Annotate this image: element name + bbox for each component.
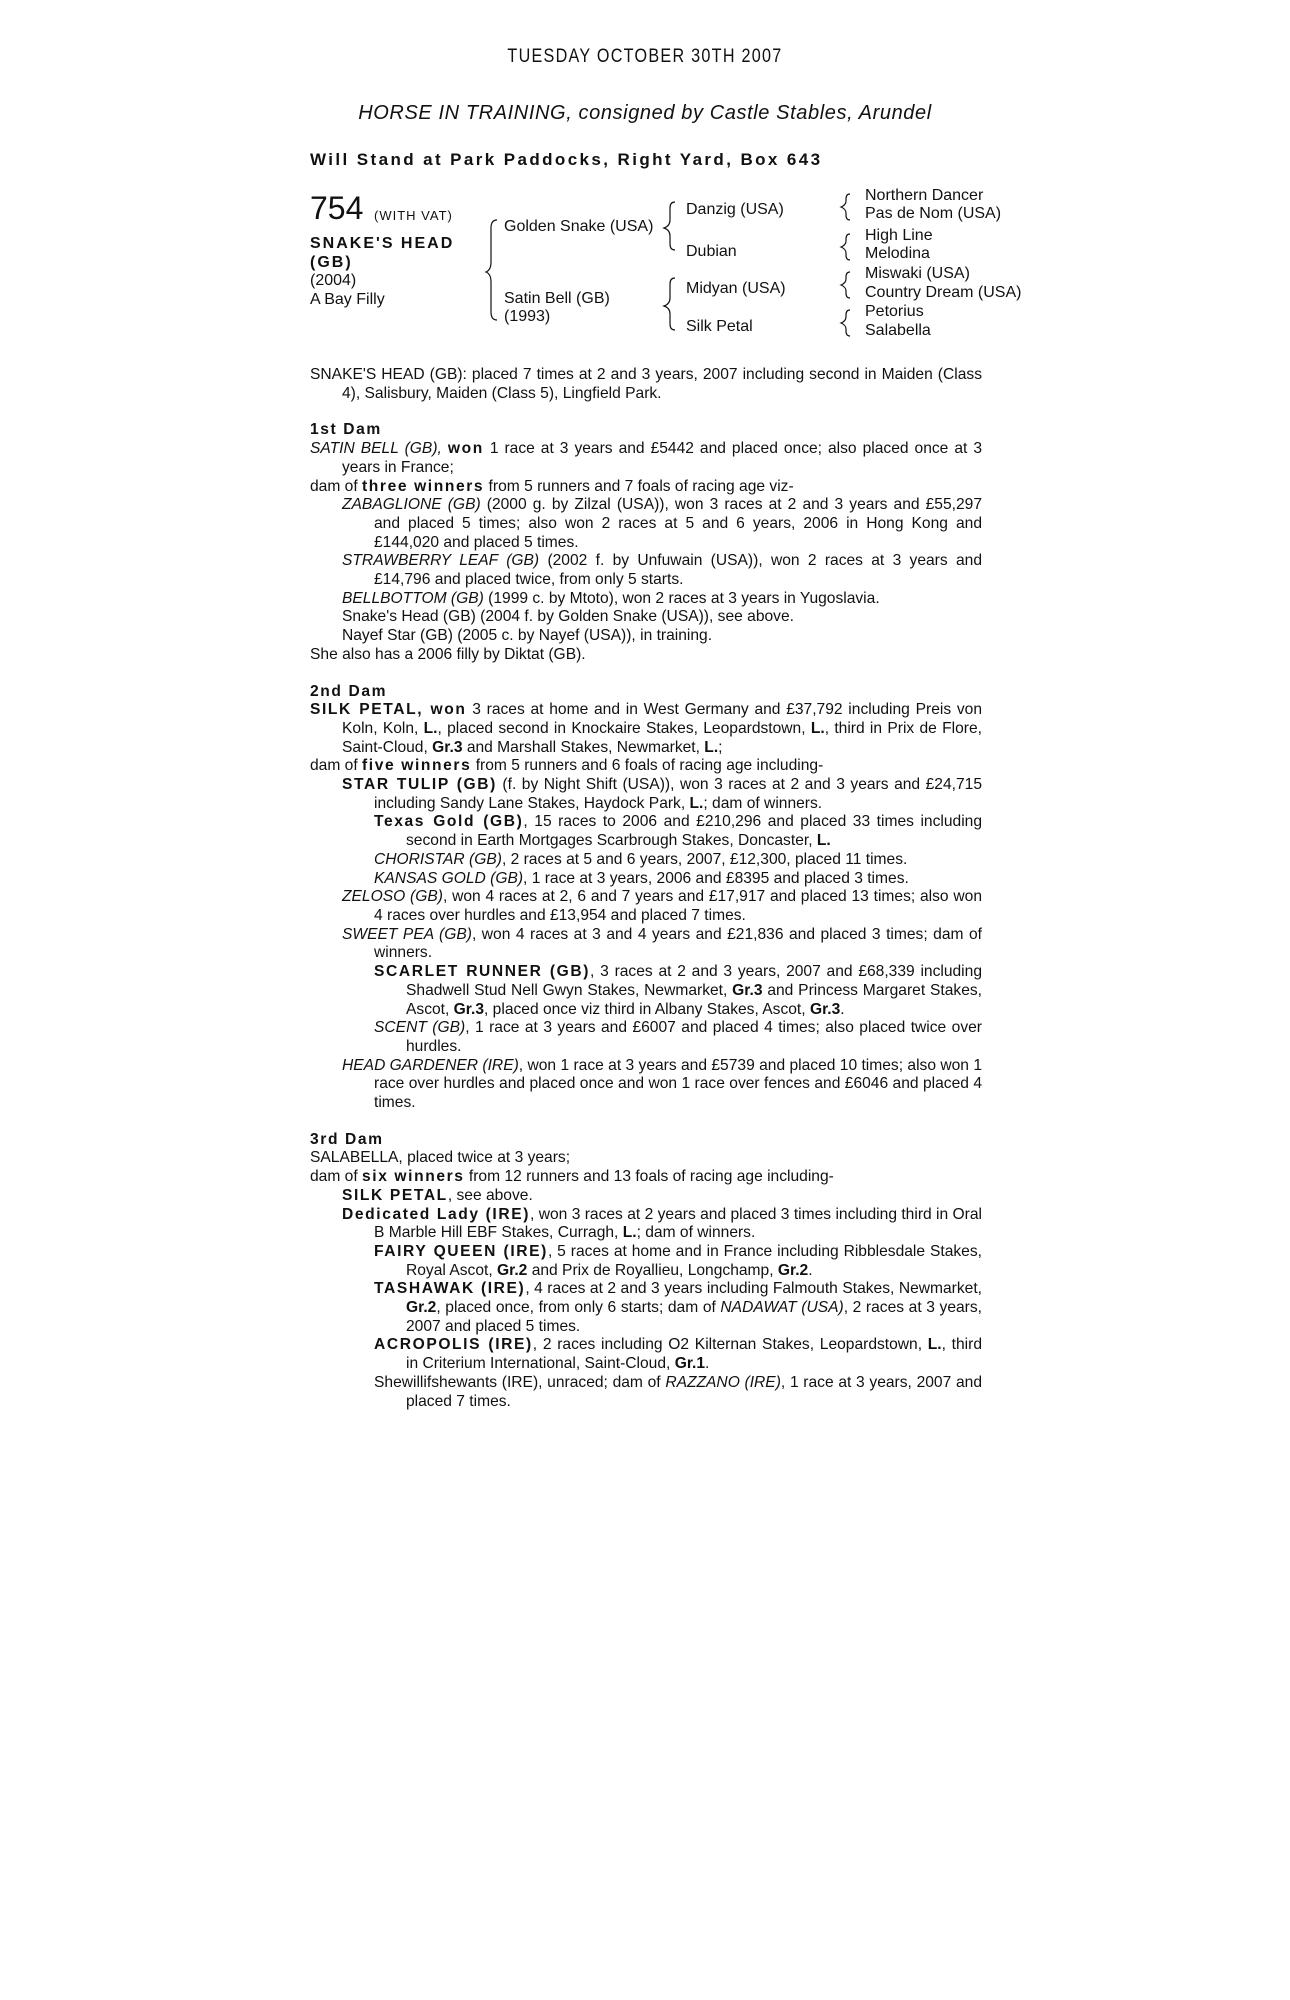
dam-sire-name: Midyan (USA): [686, 280, 786, 297]
consignment-line: HORSE IN TRAINING, consigned by Castle Stables, Arundel: [358, 102, 932, 124]
produce-entry: BELLBOTTOM (GB) (1999 c. by Mtoto), won 2 races at 3 years in Yugoslavia.: [342, 589, 880, 607]
third-dam-record: SALABELLA, placed twice at 3 years;: [310, 1149, 571, 1167]
dam-name: Satin Bell (GB) (1993): [504, 290, 610, 325]
first-dam-name: SATIN BELL (GB),: [310, 440, 442, 458]
pedigree-notes: [310, 366, 982, 1411]
produce-entry: ZABAGLIONE (GB) (2000 g. by Zilzal (USA)), won 3 races at 2 and 3 years and £55,297 and placed 5 times; also won 2 races at 5 and 6 years, 2006 in Hong Kong and £144,020 and placed 5 times.: [342, 496, 982, 551]
produce-entry: Shewillifshewants (IRE), unraced; dam of RAZZANO (IRE), 1 race at 3 years, 2007 and placed 7 times.: [374, 1373, 982, 1410]
produce-entry: SCENT (GB), 1 race at 3 years and £6007 and placed 4 times; also placed twice over hurdles.: [374, 1019, 982, 1055]
sire-name: Golden Snake (USA): [504, 218, 654, 235]
race-record: SNAKE'S HEAD (GB): placed 7 times at 2 and 3 years, 2007 including second in Maiden (Class 4), Salisbury, Maiden (Class 5), Lingfield Park.: [310, 366, 982, 402]
third-dam-produce-summary: dam of six winners from 12 runners and 13 foals of racing age including-: [310, 1168, 834, 1186]
sale-date: TUESDAY OCTOBER 30TH 2007: [507, 46, 783, 67]
second-dam-name: SILK PETAL,: [310, 701, 424, 719]
second-dam-record: SILK PETAL, won 3 races at home and in West Germany and £37,792 including Preis von Koln, Koln, L., placed second in Knockaire Stakes, Leopardstown, L., third in Prix de Flore, Saint-Cloud, Gr.3 and Marshall Stakes, Newmarket, L.;: [310, 701, 983, 756]
produce-entry: Dedicated Lady (IRE), won 3 races at 2 years and placed 3 times including third in Oral B Marble Hill EBF Stakes, Curragh, L.; dam of winners.: [342, 1205, 983, 1242]
produce-entry: TASHAWAK (IRE), 4 races at 2 and 3 years including Falmouth Stakes, Newmarket, Gr.2, placed once, from only 6 starts; dam of NADAWAT (USA), 2 races at 3 years, 2007 and placed 5 times.: [374, 1280, 982, 1335]
produce-entry: HEAD GARDENER (IRE), won 1 race at 3 years and £5739 and placed 10 times; also won 1 race over hurdles and placed once and won 1 race over fences and £6046 and placed 4 times.: [342, 1056, 982, 1112]
produce-note: She also has a 2006 filly by Diktat (GB).: [310, 645, 586, 663]
ggp-7: Petorius: [865, 303, 924, 320]
ggp-1: Northern Dancer: [865, 187, 984, 204]
produce-entry: SWEET PEA (GB), won 4 races at 3 and 4 years and £21,836 and placed 3 times; dam of winners.: [342, 925, 982, 962]
lot-number: 754: [310, 190, 364, 226]
produce-entry: ACROPOLIS (IRE), 2 races including O2 Kilternan Stakes, Leopardstown, L., third in Criterium International, Saint-Cloud, Gr.1.: [374, 1336, 983, 1373]
produce-entry: STRAWBERRY LEAF (GB) (2002 f. by Unfuwain (USA)), won 2 races at 3 years and £14,796 and placed twice, from only 5 starts.: [342, 552, 982, 589]
pedigree-table: [310, 187, 1030, 350]
produce-entry: STAR TULIP (GB) (f. by Night Shift (USA)), won 3 races at 2 and 3 years and £24,715 including Sandy Lane Stakes, Haydock Park, L.; dam of winners.: [342, 776, 982, 812]
ggp-4: Melodina: [865, 245, 930, 262]
produce-entry: SCARLET RUNNER (GB), 3 races at 2 and 3 years, 2007 and £68,339 including Shadwell Stud Nell Gwyn Stakes, Newmarket, Gr.3 and Princess Margaret Stakes, Ascot, Gr.3, placed once viz third in Albany Stakes, Ascot, Gr.3.: [374, 963, 982, 1018]
second-dam-heading: 2nd Dam: [310, 682, 388, 700]
ggp-3: High Line: [865, 227, 933, 244]
produce-entry: ZELOSO (GB), won 4 races at 2, 6 and 7 years and £17,917 and placed 13 times; also won 4 races over hurdles and £13,954 and placed 7 times.: [342, 888, 982, 924]
first-dam-record: SATIN BELL (GB), won 1 race at 3 years and £5442 and placed once; also placed once at 3 years in France;: [310, 440, 982, 476]
ggp-5: Miswaki (USA): [865, 265, 970, 282]
sire-sire-name: Danzig (USA): [686, 201, 784, 218]
produce-entry: Nayef Star (GB) (2005 c. by Nayef (USA)), in training.: [342, 627, 713, 645]
stand-location: Will Stand at Park Paddocks, Right Yard, Box 643: [310, 150, 823, 169]
produce-entry: Snake's Head (GB) (2004 f. by Golden Snake (USA)), see above.: [342, 608, 794, 626]
produce-entry: SILK PETAL, see above.: [342, 1186, 533, 1204]
produce-entry: Texas Gold (GB), 15 races to 2006 and £210,296 and placed 33 times including second in Earth Mortgages Scarbrough Stakes, Doncaster, L.: [374, 813, 982, 850]
second-dam-produce-summary: dam of five winners from 5 runners and 6 foals of racing age including-: [310, 757, 824, 775]
horse-year: (2004): [310, 272, 357, 289]
horse-description: A Bay Filly: [310, 291, 385, 308]
third-dam-heading: 3rd Dam: [310, 1130, 384, 1148]
produce-entry: CHORISTAR (GB), 2 races at 5 and 6 years, 2007, £12,300, placed 11 times.: [374, 850, 908, 868]
first-dam-produce-summary: dam of three winners from 5 runners and 7 foals of racing age viz-: [310, 477, 794, 495]
horse-name: SNAKE'S HEAD (GB): [310, 235, 455, 271]
vat-note: (WITH VAT): [374, 208, 453, 223]
ggp-2: Pas de Nom (USA): [865, 205, 1002, 222]
dam-dam-name: Silk Petal: [686, 318, 753, 335]
sire-dam-name: Dubian: [686, 243, 737, 260]
first-dam-heading: 1st Dam: [310, 421, 382, 439]
ggp-6: Country Dream (USA): [865, 284, 1022, 301]
produce-entry: KANSAS GOLD (GB), 1 race at 3 years, 2006 and £8395 and placed 3 times.: [374, 869, 909, 887]
ggp-8: Salabella: [865, 322, 931, 339]
produce-entry: FAIRY QUEEN (IRE), 5 races at home and in France including Ribblesdale Stakes, Royal Ascot, Gr.2 and Prix de Royallieu, Longchamp, Gr.2.: [374, 1242, 982, 1279]
